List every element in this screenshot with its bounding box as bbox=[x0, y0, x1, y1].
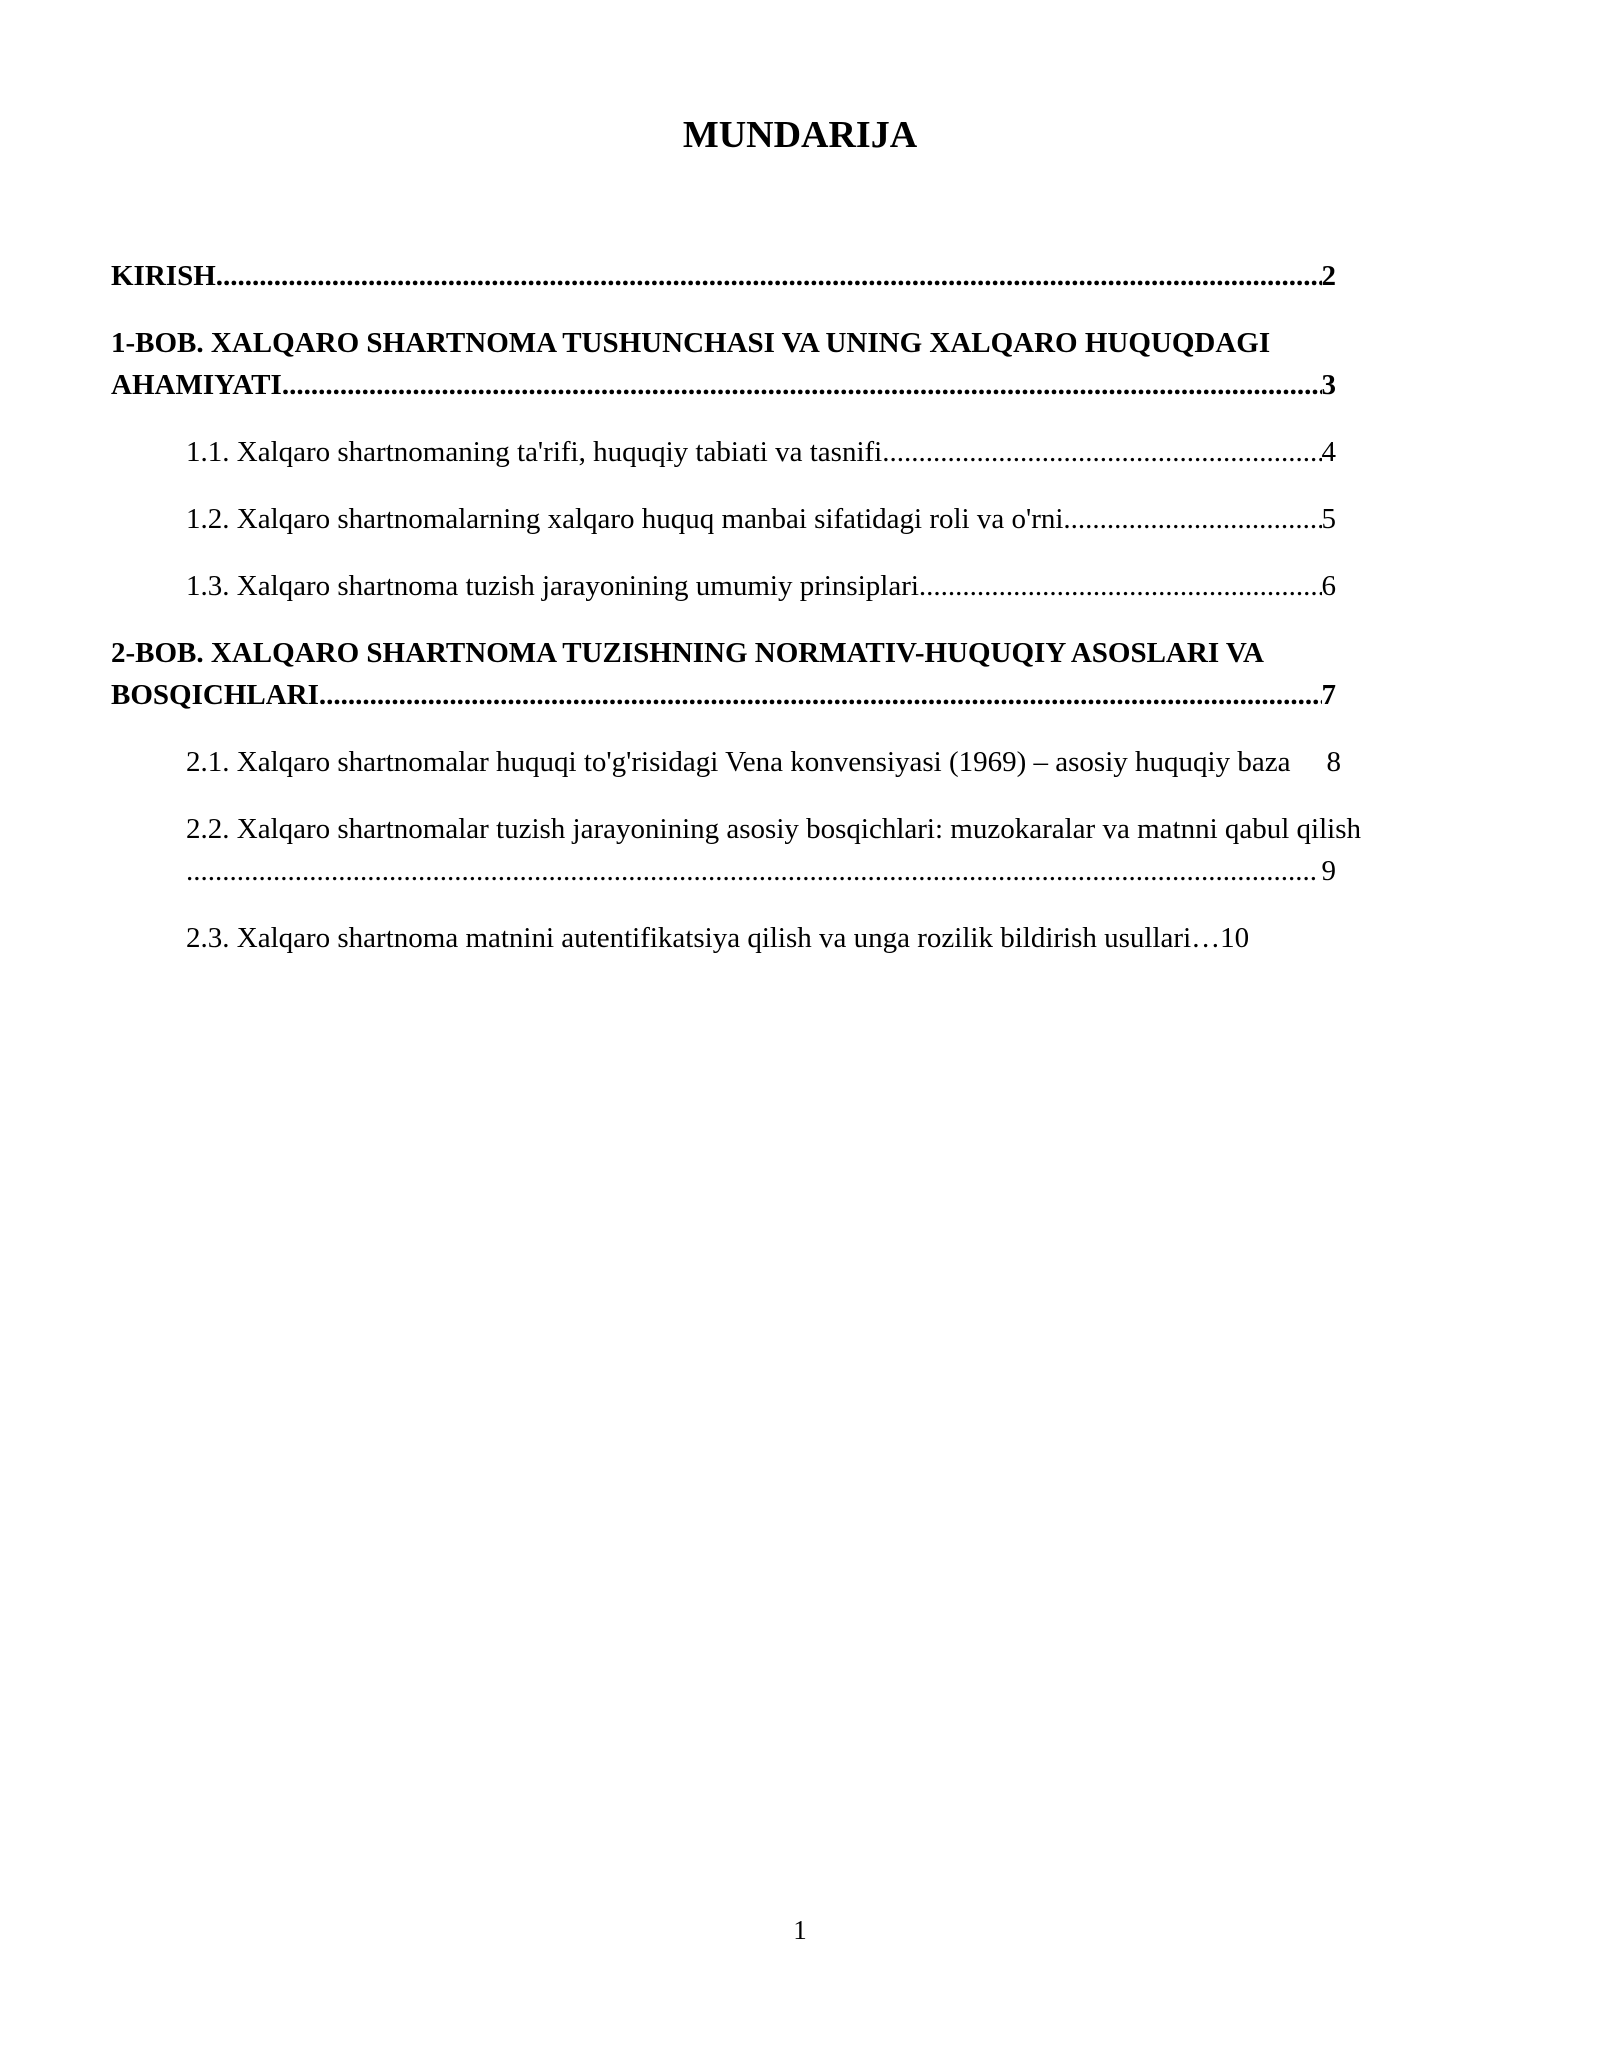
toc-entry-section-1-2[interactable] bbox=[111, 498, 1460, 540]
toc-entry-label-continued: BOSQICHLARI bbox=[111, 679, 319, 711]
toc-page-number: 4 bbox=[1321, 436, 1336, 468]
toc-entry-label: 1-BOB. XALQARO SHARTNOMA TUSHUNCHASI VA UNING XALQARO HUQUQDAGI bbox=[111, 327, 1271, 359]
toc-entry-chapter-2[interactable] bbox=[111, 632, 1460, 716]
toc-page-number: 7 bbox=[1321, 679, 1336, 711]
toc-entry-label: KIRISH bbox=[111, 260, 216, 292]
table-of-contents bbox=[111, 255, 1460, 959]
toc-entry-section-1-3[interactable] bbox=[111, 565, 1460, 607]
toc-leader-dots bbox=[919, 565, 1322, 607]
toc-entry-kirish[interactable] bbox=[111, 255, 1460, 297]
toc-leader-dots bbox=[882, 431, 1321, 473]
toc-entry-label: 1.2. Xalqaro shartnomalarning xalqaro huquq manbai sifatidagi roli va o'rni bbox=[186, 503, 1064, 535]
toc-leader-dots bbox=[319, 674, 1322, 716]
toc-leader-dots bbox=[1063, 498, 1321, 540]
toc-entry-section-2-2[interactable] bbox=[111, 808, 1460, 892]
toc-page-number: 5 bbox=[1321, 503, 1336, 535]
toc-entry-label: 2.2. Xalqaro shartnomalar tuzish jarayonining asosiy bosqichlari: muzokaralar va matnni qabul qilish bbox=[186, 813, 1362, 845]
toc-page-number: 8 bbox=[1326, 746, 1341, 778]
toc-page-number: 2 bbox=[1321, 260, 1336, 292]
toc-entry-label: 1.3. Xalqaro shartnoma tuzish jarayonining umumiy prinsiplari bbox=[186, 570, 919, 602]
toc-page-number: 10 bbox=[1220, 922, 1250, 954]
toc-entry-label: 1.1. Xalqaro shartnomaning ta'rifi, huquqiy tabiati va tasnifi bbox=[186, 436, 883, 468]
toc-entry-label-continued: AHAMIYATI bbox=[111, 369, 282, 401]
page-number: 1 bbox=[793, 1915, 807, 1945]
toc-leader-dots bbox=[186, 850, 1316, 892]
toc-entry-section-2-1[interactable] bbox=[111, 741, 1460, 783]
toc-leader-dots bbox=[216, 255, 1322, 297]
toc-entry-section-2-3[interactable] bbox=[111, 917, 1460, 959]
toc-entry-section-1-1[interactable] bbox=[111, 431, 1460, 473]
toc-page-number: 3 bbox=[1321, 369, 1336, 401]
page-title: MUNDARIJA bbox=[682, 114, 918, 156]
toc-page-number: 9 bbox=[1321, 855, 1336, 887]
toc-entry-label: 2.1. Xalqaro shartnomalar huquqi to'g'risidagi Vena konvensiyasi (1969) – asosiy huquqiy baza bbox=[186, 746, 1291, 778]
toc-entry-label: 2.3. Xalqaro shartnoma matnini autentifikatsiya qilish va unga rozilik bildirish usullari… bbox=[186, 922, 1221, 954]
toc-page-number: 6 bbox=[1321, 570, 1336, 602]
toc-leader-dots bbox=[282, 364, 1322, 406]
toc-entry-label: 2-BOB. XALQARO SHARTNOMA TUZISHNING NORMATIV-HUQUQIY ASOSLARI VA bbox=[111, 637, 1264, 669]
toc-entry-chapter-1[interactable] bbox=[111, 322, 1460, 406]
